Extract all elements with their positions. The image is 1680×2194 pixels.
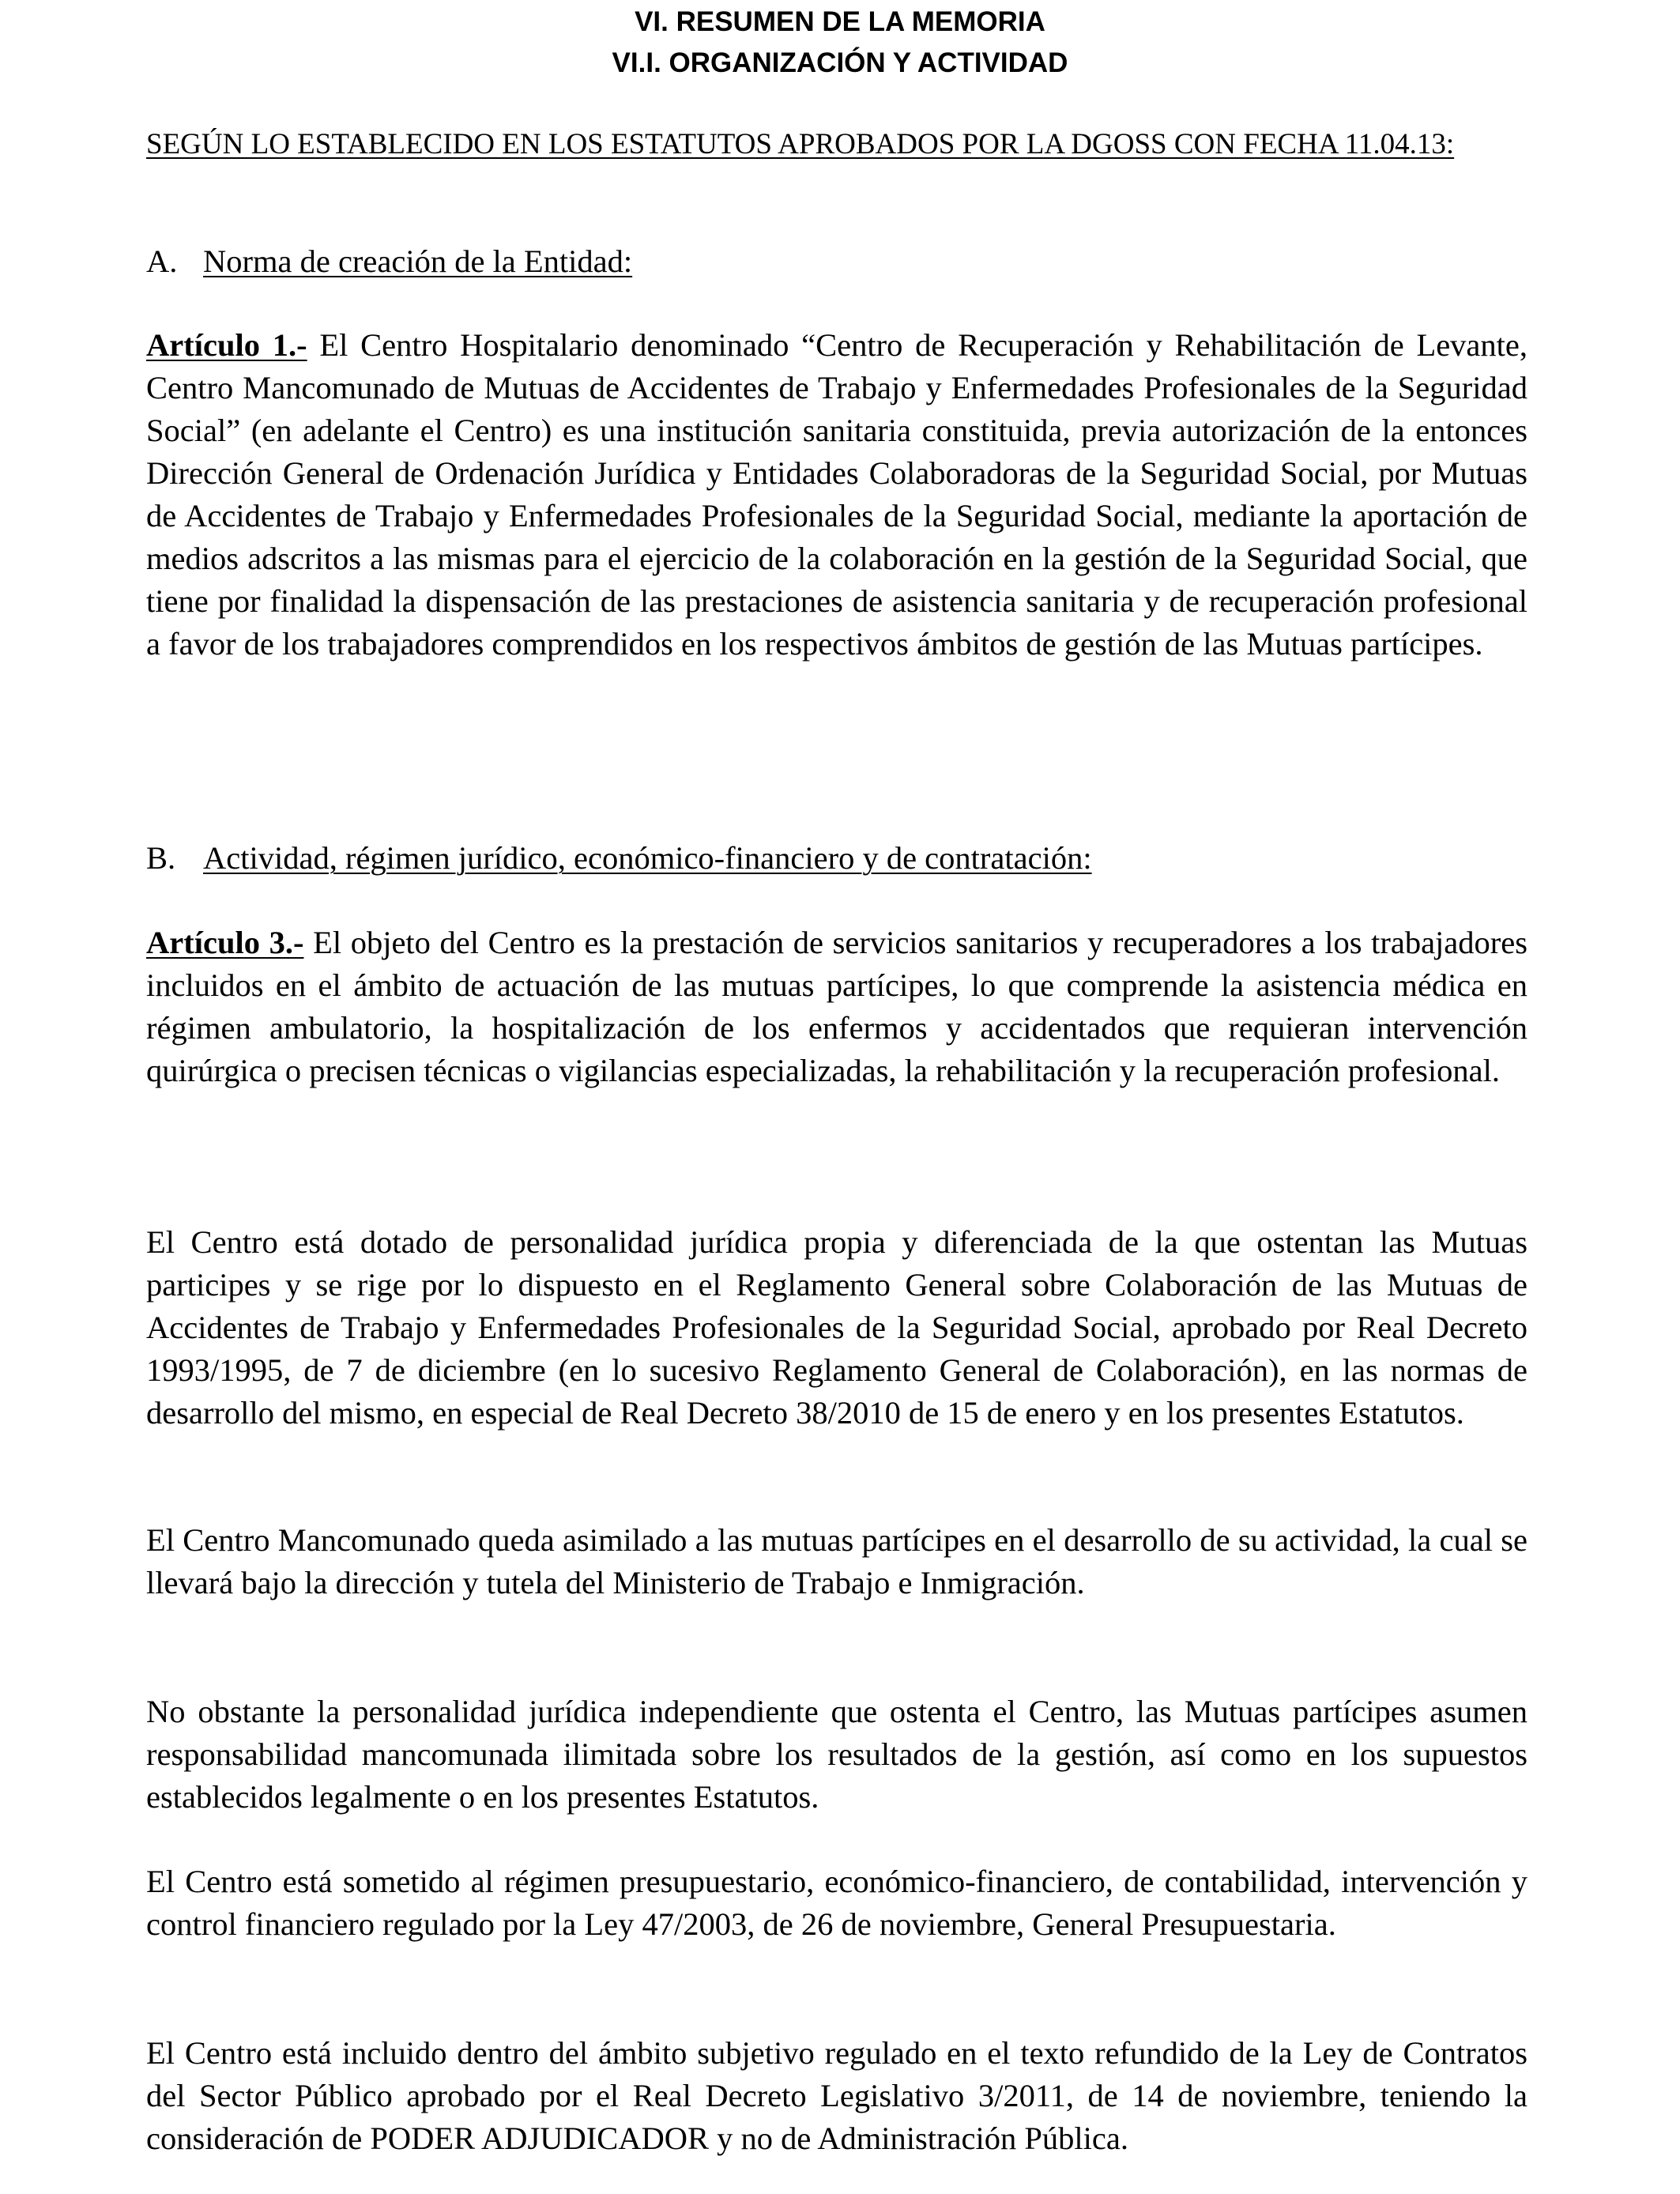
body-paragraph: No obstante la personalidad jurídica independiente que ostenta el Centro, las Mutuas partícipes asumen responsabilidad mancomunada ilimitada sobre los resultados de la gestión, así como en los supuestos establecidos legalmente o en los presentes Estatutos.: [146, 1694, 1527, 1815]
article-3-label: Artículo 3.-: [146, 925, 304, 960]
section-a-letter: A.: [146, 243, 178, 279]
article-1-text: El Centro Hospitalario denominado “Centro de Recuperación y Rehabilitación de Levante, Centro Mancomunado de Mutuas de Accidentes de Trabajo y Enfermedades Profesionales de la Seguridad Social” (en adelante el Centro) es una institución sanitaria constituida, previa autorización de la entonces Dirección General de Ordenación Jurídica y Entidades Colaboradoras de la Seguridad Social, por Mutuas de Accidentes de Trabajo y Enfermedades Profesionales de la Seguridad Social, mediante la aportación de medios adscritos a las mismas para el ejercicio de la colaboración en la gestión de la Seguridad Social, que tiene por finalidad la dispensación de las prestaciones de asistencia sanitaria y de recuperación profesional a favor de los trabajadores comprendidos en los respectivos ámbitos de gestión de las Mutuas partícipes.: [146, 327, 1528, 662]
page-title: VI. RESUMEN DE LA MEMORIA: [635, 6, 1045, 37]
intro-statement: SEGÚN LO ESTABLECIDO EN LOS ESTATUTOS APROBADOS POR LA DGOSS CON FECHA 11.04.13:: [146, 128, 1455, 160]
page-subtitle: VI.I. ORGANIZACIÓN Y ACTIVIDAD: [612, 47, 1068, 78]
section-b-letter: B.: [146, 840, 176, 876]
body-paragraph: El Centro está dotado de personalidad jurídica propia y diferenciada de la que ostentan las Mutuas participes y se rige por lo dispuesto en el Reglamento General sobre Colaboración de las Mutuas de Accidentes de Trabajo y Enfermedades Profesionales de la Seguridad Social, aprobado por Real Decreto 1993/1995, de 7 de diciembre (en lo sucesivo Reglamento General de Colaboración), en las normas de desarrollo del mismo, en especial de Real Decreto 38/2010 de 15 de enero y en los presentes Estatutos.: [146, 1224, 1527, 1431]
body-paragraph: El Centro está incluido dentro del ámbito subjetivo regulado en el texto refundido de la Ley de Contratos del Sector Público aprobado por el Real Decreto Legislativo 3/2011, de 14 de noviembre, teniendo la consideración de PODER ADJUDICADOR y no de Administración Pública.: [146, 2035, 1527, 2156]
section-b-title: Actividad, régimen jurídico, económico-financiero y de contratación:: [203, 840, 1092, 876]
article-3-paragraph: [146, 922, 1527, 1092]
article-1-paragraph: [146, 324, 1527, 665]
section-b-heading: [146, 837, 1527, 880]
body-paragraph: El Centro Mancomunado queda asimilado a las mutuas partícipes en el desarrollo de su actividad, la cual se llevará bajo la dirección y tutela del Ministerio de Trabajo e Inmigración.: [146, 1522, 1527, 1600]
article-3-text: El objeto del Centro es la prestación de servicios sanitarios y recuperadores a los trabajadores incluidos en el ámbito de actuación de las mutuas partícipes, lo que comprende la asistencia médica en régimen ambulatorio, la hospitalización de los enfermos y accidentados que requieran intervención quirúrgica o precisen técnicas o vigilancias especializadas, la rehabilitación y la recuperación profesional.: [146, 925, 1527, 1088]
section-a-title: Norma de creación de la Entidad:: [203, 243, 633, 279]
article-1-label: Artículo 1.-: [146, 327, 307, 363]
body-paragraph: El Centro está sometido al régimen presupuestario, económico-financiero, de contabilidad, intervención y control financiero regulado por la Ley 47/2003, de 26 de noviembre, General Presupuestaria.: [146, 1864, 1527, 1942]
section-a-heading: [146, 240, 1527, 283]
